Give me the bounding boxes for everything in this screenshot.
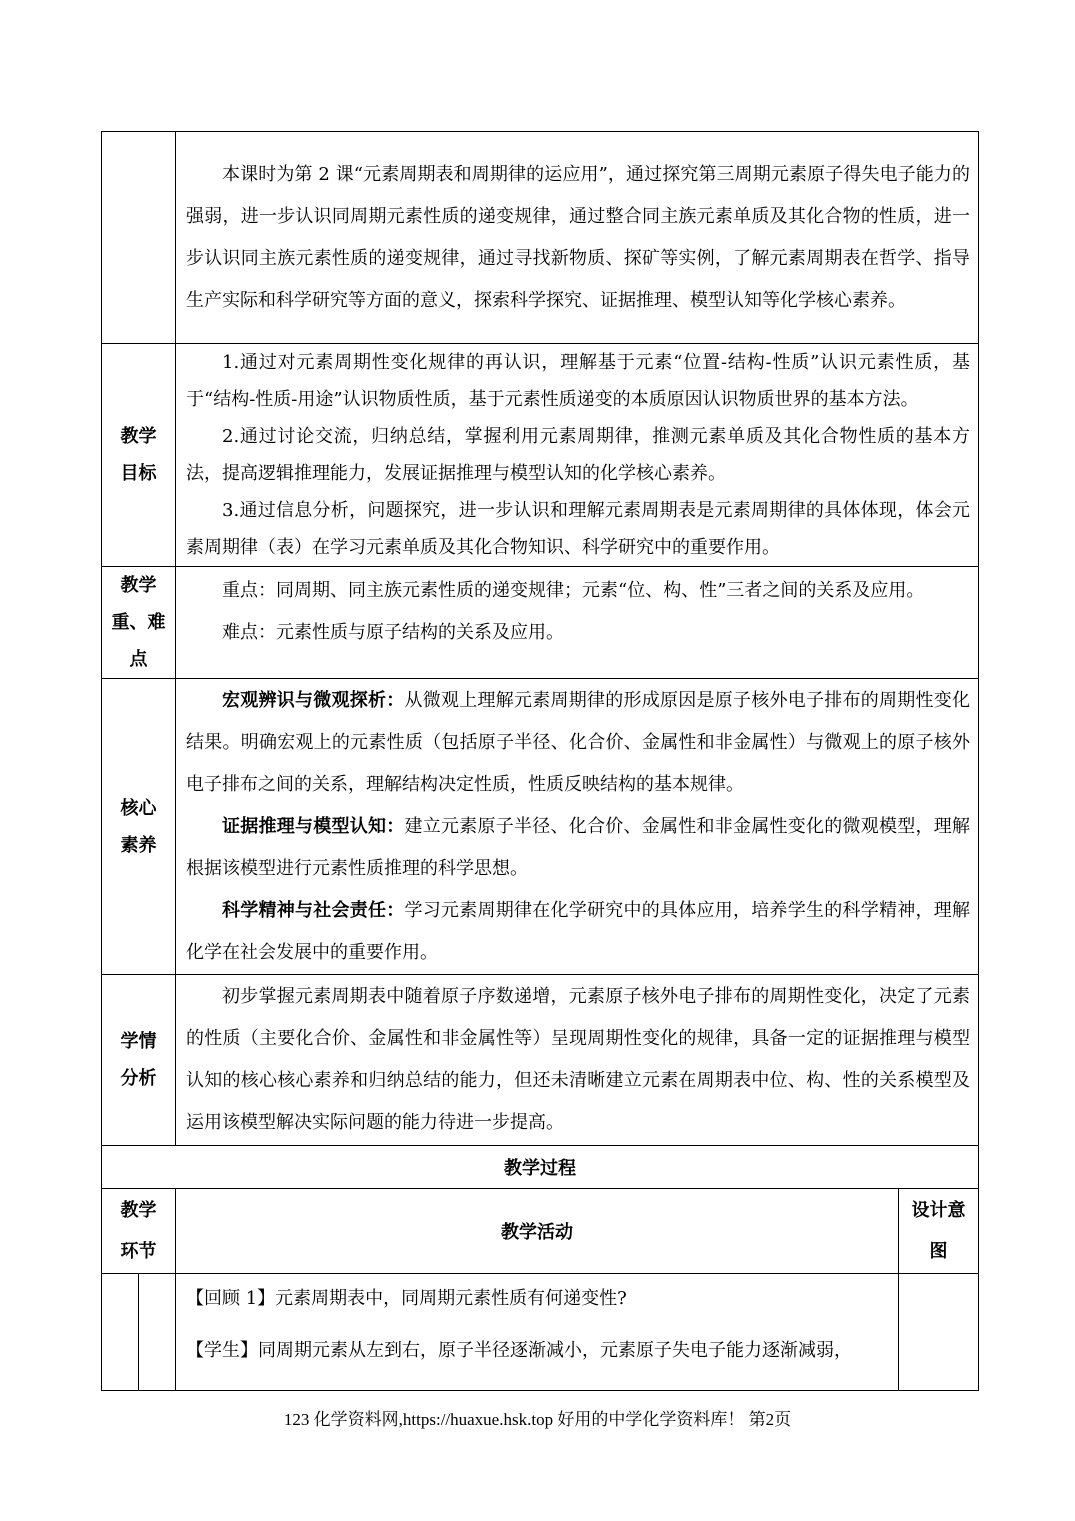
literacy-text: 建立元素原子半径、化合价、金属性和非金属性变化的微观模型，理解根据该模型进行元素性质推理的科学思想。 [186, 815, 971, 879]
objective-item: 3.通过信息分析，问题探究，进一步认识和理解元素周期表是元素周期律的具体体现，体会元素周期律（表）在学习元素单质及其化合物知识、科学研究中的重要作用。 [186, 500, 971, 558]
literacy-item [186, 806, 970, 890]
literacy-text: 从微观上理解元素周期律的形成原因是原子核外电子排布的周期性变化结果。明确宏观上的元素性质（包括原子半径、化合价、金属性和非金属性）与微观上的原子核外电子排布之间的关系，理解结构决定性质，性质反映结构的基本规律。 [186, 689, 971, 795]
review-question: 【回顾 1】元素周期表中，同周期元素性质有何递变性? [186, 1288, 627, 1309]
literacy-text: 学习元素周期律在化学研究中的具体应用，培养学生的科学精神，理解化学在社会发展中的重要作用。 [186, 899, 971, 963]
learning-analysis-label-line2: 分析 [120, 1068, 157, 1089]
stage-cell-right [139, 1274, 176, 1391]
intro-text: 本课时为第 2 课“元素周期表和周期律的运应用”，通过探究第三周期元素原子得失电子能力的强弱，进一步认识同周期元素性质的递变规律，通过整合同主族元素单质及其化合物的性质，进一步认识同主族元素性质的递变规律，通过寻找新物质、探矿等实例，了解元素周期表在哲学、指导生产实际和科学研究等方面的意义，探索科学探究、证据推理、模型认知等化学核心素养。 [186, 163, 971, 311]
core-literacy-label-line1: 核心 [120, 797, 157, 819]
page-footer: 123 化学资料网,https://huaxue.hsk.top 好用的中学化学资料库！ 第2页 [283, 1410, 792, 1429]
core-literacy-label [102, 679, 176, 975]
intent-header-line1: 设计意 [911, 1200, 966, 1221]
key-points-label [102, 567, 176, 679]
literacy-title: 科学精神与社会责任： [222, 899, 405, 921]
literacy-title: 证据推理与模型认知： [222, 815, 405, 837]
stage-header-line1: 教学 [120, 1200, 157, 1221]
intent-cell [899, 1274, 979, 1391]
objective-item: 2.通过讨论交流，归纳总结，掌握利用元素周期律，推测元素单质及其化合物性质的基本方法，提高逻辑推理能力，发展证据推理与模型认知的化学核心素养。 [186, 426, 971, 484]
intro-cell [176, 132, 979, 344]
difficult-point-text: 难点：元素性质与原子结构的关系及应用。 [222, 622, 564, 643]
objective-item: 1.通过对元素周期性变化规律的再认识，理解基于元素“位置-结构-性质”认识元素性质，基于“结构-性质-用途”认识物质性质，基于元素性质递变的本质原因认识物质世界的基本方法。 [186, 352, 971, 410]
key-points-label-line3: 点 [129, 649, 148, 670]
objectives-label-line1: 教学 [120, 426, 157, 447]
student-answer: 【学生】同周期元素从左到右，原子半径逐渐减小，元素原子失电子能力逐渐减弱， [186, 1340, 852, 1361]
literacy-title: 宏观辨识与微观探析： [222, 689, 405, 711]
literacy-item [186, 890, 970, 974]
objectives-label [102, 344, 176, 567]
process-title: 教学过程 [102, 1146, 979, 1189]
intent-column-header [899, 1189, 979, 1274]
objectives-label-line2: 目标 [120, 463, 157, 484]
core-literacy-row [102, 679, 979, 975]
key-points-label-line1: 教学 [120, 575, 157, 596]
key-points-label-line2: 重、难 [111, 612, 166, 633]
objectives-cell [176, 344, 979, 567]
activity-cell [176, 1274, 899, 1391]
intro-label-cell [102, 132, 176, 344]
process-title-row [102, 1146, 979, 1189]
intro-row [102, 132, 979, 344]
learning-analysis-text: 初步掌握元素周期表中随着原子序数递增，元素原子核外电子排布的周期性变化，决定了元素的性质（主要化合价、金属性和非金属性等）呈现周期性变化的规律，具备一定的证据推理与模型认知的核心核心素养和归纳总结的能力，但还未清晰建立元素在周期表中位、构、性的关系模型及运用该模型解决实际问题的能力待进一步提高。 [186, 986, 971, 1133]
process-content-row [102, 1274, 979, 1391]
learning-analysis-row [102, 975, 979, 1146]
activity-column-header: 教学活动 [176, 1189, 899, 1274]
stage-header-line2: 环节 [120, 1241, 157, 1262]
process-header-row [102, 1189, 979, 1274]
lesson-plan-table [101, 131, 979, 1391]
objectives-row [102, 344, 979, 567]
stage-cell-left [102, 1274, 139, 1391]
key-points-row [102, 567, 979, 679]
key-points-cell [176, 567, 979, 679]
learning-analysis-cell [176, 975, 979, 1146]
learning-analysis-label-line1: 学情 [120, 1031, 157, 1052]
stage-column-header [102, 1189, 176, 1274]
literacy-item [186, 680, 970, 806]
key-point-text: 重点：同周期、同主族元素性质的递变规律；元素“位、构、性”三者之间的关系及应用。 [222, 580, 925, 601]
core-literacy-cell [176, 679, 979, 975]
intent-header-line2: 图 [929, 1241, 948, 1262]
core-literacy-label-line2: 素养 [120, 834, 157, 856]
learning-analysis-label [102, 975, 176, 1146]
